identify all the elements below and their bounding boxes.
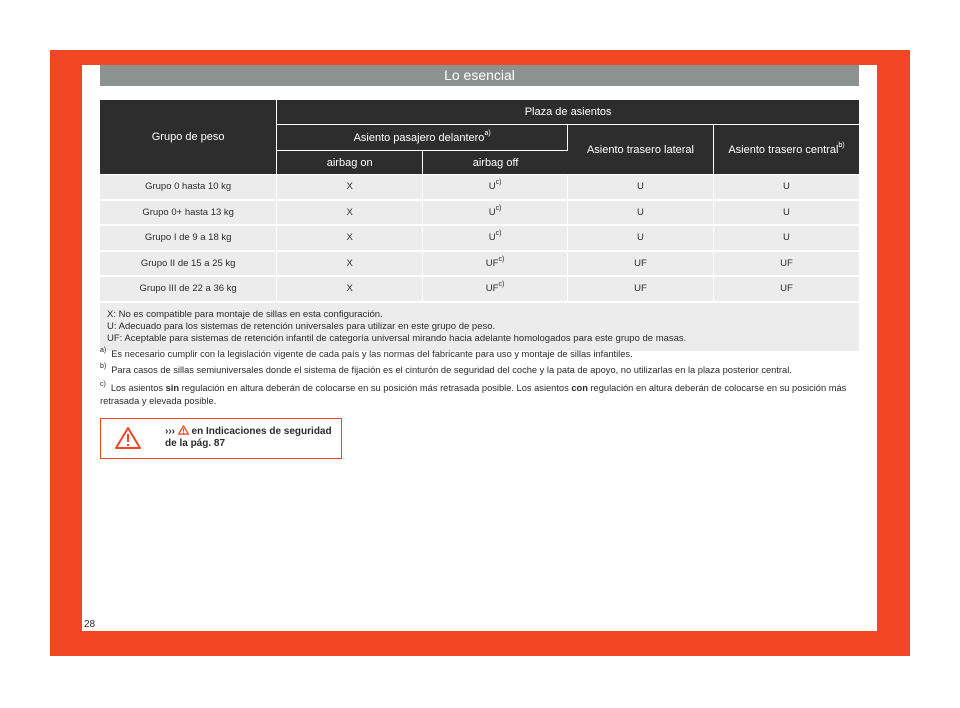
cell-rear-lateral: UF	[568, 252, 714, 278]
child-seat-table	[100, 100, 859, 353]
cell-rear-central: UF	[714, 252, 859, 278]
legend-uf: UF: Aceptable para sistemas de retención infantil de categoría universal mirando hacia adelante homologados para este grupo de masas.	[107, 332, 687, 344]
legend-x: X: No es compatible para montaje de sillas en esta configuración.	[107, 308, 383, 320]
cell-rear-lateral: U	[568, 175, 714, 201]
page-number: 28	[84, 619, 96, 630]
safety-warning-box	[100, 418, 342, 459]
cell-airbag-off: UF$^{c)}$	[423, 277, 568, 303]
cell-airbag-on: X	[277, 175, 423, 201]
cell-airbag-on: X	[277, 252, 423, 278]
warning-triangle-icon	[115, 426, 141, 450]
warning-reference[interactable]: ››› en Indicaciones de seguridad de la pág. 87	[165, 426, 332, 449]
cell-airbag-on: X	[277, 201, 423, 227]
cell-airbag-off: UF$^{c)}$	[423, 252, 568, 278]
cell-rear-central: UF	[714, 277, 859, 303]
header-front-passenger: Asiento pasajero delantero$^{a)}$	[277, 125, 568, 151]
cell-airbag-off: $U^{c)}$	[423, 226, 568, 252]
small-warning-icon	[178, 425, 189, 435]
arrows-icon: ›››	[165, 426, 175, 437]
legend-u: U: Adecuado para los sistemas de retención universales para utilizar en este grupo de peso.	[107, 320, 496, 332]
header-airbag-on: airbag on	[277, 151, 423, 175]
cell-rear-lateral: U	[568, 201, 714, 227]
cell-airbag-off: $U^{c)}$	[423, 201, 568, 227]
section-header: Lo esencial	[100, 65, 859, 86]
header-seat-position: Plaza de asientos	[277, 100, 859, 125]
footnote-c: $^{c)}$ Los asientos sin regulación en altura deberán de colocarse en su posición más retrasada posible. Los asientos con regulación en altura deberán de colocarse en su posición más retrasada y elevada posible.	[100, 380, 847, 406]
cell-rear-central: U	[714, 175, 859, 201]
cell-rear-lateral: U	[568, 226, 714, 252]
legend-row	[100, 303, 859, 353]
footnote-b: $^{b)}$ Para casos de sillas semiuniversales donde el sistema de fijación es el cinturón de seguridad del coche y la pata de apoyo, no utilizarlas en la plaza posterior central.	[100, 362, 792, 375]
cell-group: Grupo 0+ hasta 13 kg	[100, 201, 277, 227]
header-rear-central: Asiento trasero central$^{b)}$	[714, 125, 859, 175]
table-row	[100, 226, 859, 252]
cell-airbag-on: X	[277, 277, 423, 303]
table-row	[100, 201, 859, 227]
header-weight-group: Grupo de peso	[100, 100, 277, 175]
header-airbag-off: airbag off	[423, 151, 568, 175]
cell-group: Grupo 0 hasta 10 kg	[100, 175, 277, 201]
footnote-a: $^{a)}$ Es necesario cumplir con la legislación vigente de cada país y las normas del fabricante para uso y montaje de sillas infantiles.	[100, 346, 633, 359]
cell-group: Grupo II de 15 a 25 kg	[100, 252, 277, 278]
cell-group: Grupo I de 9 a 18 kg	[100, 226, 277, 252]
cell-rear-central: U	[714, 201, 859, 227]
table-row	[100, 277, 859, 303]
cell-airbag-on: X	[277, 226, 423, 252]
cell-rear-lateral: UF	[568, 277, 714, 303]
table-row	[100, 175, 859, 201]
header-rear-lateral: Asiento trasero lateral	[568, 125, 714, 175]
cell-group: Grupo III de 22 a 36 kg	[100, 277, 277, 303]
cell-rear-central: U	[714, 226, 859, 252]
cell-airbag-off: $U^{c)}$	[423, 175, 568, 201]
table-row	[100, 252, 859, 278]
legend-notes	[100, 303, 859, 353]
